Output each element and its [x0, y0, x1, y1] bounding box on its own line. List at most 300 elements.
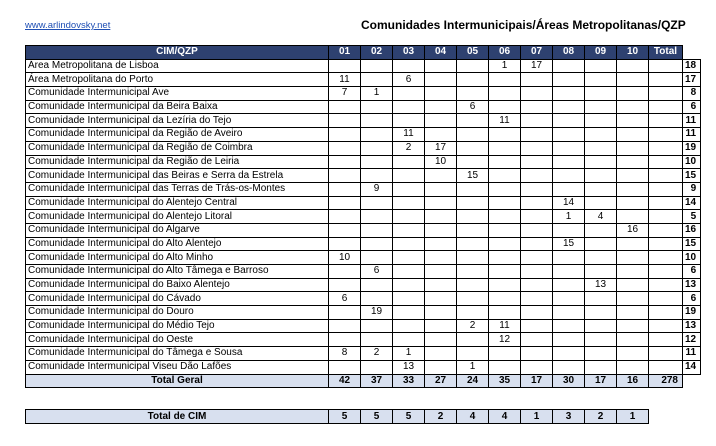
row-cell [617, 196, 649, 210]
row-cell [553, 347, 585, 361]
table-row [26, 141, 701, 155]
row-total: 11 [683, 128, 701, 142]
row-name: Comunidade Intermunicipal do Tâmega e Sousa [26, 347, 329, 361]
row-cell [553, 306, 585, 320]
row-name: Comunidade Intermunicipal Viseu Dão Lafões [26, 360, 329, 374]
grand-total-cell: 42 [329, 374, 361, 388]
row-name: Comunidade Intermunicipal da Lezíria do Tejo [26, 114, 329, 128]
row-cell [329, 114, 361, 128]
row-cell [553, 223, 585, 237]
cim-total-table [25, 409, 683, 424]
row-total: 12 [683, 333, 701, 347]
table-row [26, 319, 701, 333]
row-cell [617, 347, 649, 361]
row-cell [617, 265, 649, 279]
row-cell: 7 [329, 87, 361, 101]
row-name: Área Metropolitana de Lisboa [26, 59, 329, 73]
row-cell [649, 87, 683, 101]
row-cell [425, 182, 457, 196]
row-cell: 17 [521, 59, 553, 73]
grand-total-cell: 17 [585, 374, 617, 388]
row-name: Comunidade Intermunicipal da Região de Leiria [26, 155, 329, 169]
row-cell [329, 128, 361, 142]
row-cell [329, 223, 361, 237]
row-cell [617, 360, 649, 374]
row-cell [489, 182, 521, 196]
row-cell [585, 87, 617, 101]
row-cell [393, 59, 425, 73]
row-cell: 10 [425, 155, 457, 169]
row-cell: 9 [361, 182, 393, 196]
row-cell [425, 278, 457, 292]
column-header: 08 [553, 46, 585, 60]
row-name: Comunidade Intermunicipal do Alentejo Central [26, 196, 329, 210]
table-row [26, 73, 701, 87]
row-cell [553, 141, 585, 155]
row-name: Comunidade Intermunicipal das Terras de Trás-os-Montes [26, 182, 329, 196]
row-cell: 16 [617, 223, 649, 237]
row-cell [649, 100, 683, 114]
row-cell [457, 237, 489, 251]
row-cell [521, 251, 553, 265]
row-cell [489, 87, 521, 101]
row-cell [489, 141, 521, 155]
row-cell [361, 292, 393, 306]
row-cell [393, 223, 425, 237]
row-cell [457, 278, 489, 292]
row-cell [361, 251, 393, 265]
row-total: 10 [683, 155, 701, 169]
site-link[interactable]: www.arlindovsky.net [25, 20, 111, 31]
row-cell: 6 [393, 73, 425, 87]
row-cell [489, 169, 521, 183]
column-header: 10 [617, 46, 649, 60]
row-cell [521, 306, 553, 320]
row-cell: 6 [329, 292, 361, 306]
row-name: Comunidade Intermunicipal do Baixo Alentejo [26, 278, 329, 292]
row-cell [521, 182, 553, 196]
row-cell: 2 [393, 141, 425, 155]
row-cell [649, 210, 683, 224]
row-cell [521, 155, 553, 169]
row-cell [489, 347, 521, 361]
row-cell [329, 237, 361, 251]
row-cell [617, 169, 649, 183]
row-cell [361, 100, 393, 114]
row-cell [489, 265, 521, 279]
table-row [26, 278, 701, 292]
table-row [26, 251, 701, 265]
row-cell [329, 333, 361, 347]
row-total: 14 [683, 360, 701, 374]
table-row [26, 100, 701, 114]
column-header: 02 [361, 46, 393, 60]
row-cell [649, 223, 683, 237]
row-cell [457, 196, 489, 210]
row-cell [393, 169, 425, 183]
row-cell: 2 [361, 347, 393, 361]
row-cell [393, 278, 425, 292]
table-row [26, 347, 701, 361]
row-cell [585, 292, 617, 306]
row-cell [553, 319, 585, 333]
row-cell [521, 265, 553, 279]
row-cell [617, 73, 649, 87]
row-cell [617, 141, 649, 155]
row-cell [585, 251, 617, 265]
row-cell [617, 114, 649, 128]
row-cell [617, 278, 649, 292]
row-total: 11 [683, 114, 701, 128]
row-total: 18 [683, 59, 701, 73]
row-cell [361, 319, 393, 333]
row-total: 11 [683, 347, 701, 361]
row-cell [585, 128, 617, 142]
row-cell [457, 333, 489, 347]
row-cell [617, 237, 649, 251]
row-cell [649, 292, 683, 306]
row-name: Comunidade Intermunicipal da Região de Aveiro [26, 128, 329, 142]
grand-total-cell: 37 [361, 374, 393, 388]
row-total: 8 [683, 87, 701, 101]
row-cell [649, 251, 683, 265]
row-cell [457, 141, 489, 155]
row-cell [361, 155, 393, 169]
row-cell [393, 210, 425, 224]
row-cell [649, 114, 683, 128]
grand-total-row [26, 374, 701, 388]
row-cell [329, 360, 361, 374]
row-cell [617, 87, 649, 101]
grand-total-value: 278 [649, 374, 683, 388]
cim-total-cell: 3 [553, 410, 585, 424]
row-cell [489, 155, 521, 169]
row-cell [457, 114, 489, 128]
row-cell [425, 87, 457, 101]
row-name: Comunidade Intermunicipal do Alto Alentejo [26, 237, 329, 251]
row-cell: 11 [393, 128, 425, 142]
cim-total-cell: 4 [489, 410, 521, 424]
row-cell [585, 223, 617, 237]
row-cell [329, 59, 361, 73]
row-total: 19 [683, 306, 701, 320]
row-name: Área Metropolitana do Porto [26, 73, 329, 87]
row-total: 6 [683, 100, 701, 114]
row-cell [617, 251, 649, 265]
row-cell [425, 223, 457, 237]
grand-total-cell: 35 [489, 374, 521, 388]
row-cell [585, 155, 617, 169]
row-total: 5 [683, 210, 701, 224]
grand-total-cell: 27 [425, 374, 457, 388]
row-cell [553, 251, 585, 265]
row-cell [393, 265, 425, 279]
row-cell: 14 [553, 196, 585, 210]
table-row [26, 292, 701, 306]
row-name: Comunidade Intermunicipal da Beira Baixa [26, 100, 329, 114]
row-cell [361, 237, 393, 251]
row-cell [649, 196, 683, 210]
row-cell [521, 169, 553, 183]
row-cell [521, 210, 553, 224]
table-row [26, 237, 701, 251]
row-total: 13 [683, 278, 701, 292]
row-cell: 1 [393, 347, 425, 361]
row-cell [553, 100, 585, 114]
row-cell [489, 306, 521, 320]
row-cell [617, 182, 649, 196]
row-cell [425, 210, 457, 224]
row-cell [425, 59, 457, 73]
row-cell [457, 306, 489, 320]
row-cell [649, 73, 683, 87]
row-cell [361, 114, 393, 128]
row-cell: 11 [489, 319, 521, 333]
row-cell [553, 128, 585, 142]
row-cell [585, 360, 617, 374]
row-cell [617, 128, 649, 142]
row-cell [425, 114, 457, 128]
row-cell: 10 [329, 251, 361, 265]
row-cell [329, 155, 361, 169]
row-cell [553, 333, 585, 347]
cim-total-cell: 4 [457, 410, 489, 424]
grand-total-cell: 16 [617, 374, 649, 388]
table-row [26, 155, 701, 169]
row-cell: 13 [585, 278, 617, 292]
row-name: Comunidade Intermunicipal do Médio Tejo [26, 319, 329, 333]
row-cell [393, 292, 425, 306]
row-name: Comunidade Intermunicipal do Cávado [26, 292, 329, 306]
row-cell [521, 278, 553, 292]
row-cell [329, 100, 361, 114]
row-cell [457, 59, 489, 73]
row-cell [489, 210, 521, 224]
row-cell [649, 265, 683, 279]
row-cell: 6 [457, 100, 489, 114]
row-cell [489, 73, 521, 87]
cim-total-row [26, 410, 683, 424]
row-cell [329, 319, 361, 333]
row-cell: 2 [457, 319, 489, 333]
table-row [26, 210, 701, 224]
row-cell [617, 333, 649, 347]
cim-total-cell: 1 [617, 410, 649, 424]
row-cell [329, 210, 361, 224]
row-cell [425, 292, 457, 306]
row-cell [361, 210, 393, 224]
row-cell: 1 [489, 59, 521, 73]
row-cell [393, 333, 425, 347]
row-cell [425, 251, 457, 265]
row-cell [521, 87, 553, 101]
row-name: Comunidade Intermunicipal do Oeste [26, 333, 329, 347]
row-cell [553, 73, 585, 87]
row-cell [425, 196, 457, 210]
column-header: 03 [393, 46, 425, 60]
row-cell [393, 306, 425, 320]
row-cell [489, 251, 521, 265]
table-row [26, 59, 701, 73]
cim-total-cell: 5 [329, 410, 361, 424]
row-cell [393, 182, 425, 196]
row-total: 13 [683, 319, 701, 333]
table-row [26, 196, 701, 210]
table-row [26, 333, 701, 347]
table-row [26, 223, 701, 237]
row-cell [649, 128, 683, 142]
row-cell: 13 [393, 360, 425, 374]
row-total: 17 [683, 73, 701, 87]
row-cell [425, 319, 457, 333]
row-cell [553, 114, 585, 128]
column-header: 06 [489, 46, 521, 60]
row-cell [521, 360, 553, 374]
grand-total-cell: 33 [393, 374, 425, 388]
row-cell [489, 237, 521, 251]
row-cell [425, 237, 457, 251]
row-cell [553, 169, 585, 183]
row-cell [457, 292, 489, 306]
row-cell [425, 306, 457, 320]
row-cell [585, 306, 617, 320]
row-cell [617, 306, 649, 320]
row-cell [329, 278, 361, 292]
row-cell [649, 360, 683, 374]
table-row [26, 306, 701, 320]
row-cell [617, 155, 649, 169]
grand-total-label: Total Geral [26, 374, 329, 388]
column-header: 05 [457, 46, 489, 60]
row-cell [425, 360, 457, 374]
row-cell [361, 360, 393, 374]
row-cell [521, 196, 553, 210]
row-cell [361, 73, 393, 87]
cim-total-cell: 2 [425, 410, 457, 424]
row-cell [361, 333, 393, 347]
row-cell [521, 223, 553, 237]
row-cell [649, 59, 683, 73]
row-cell [553, 292, 585, 306]
row-cell [617, 292, 649, 306]
cim-total-cell: 1 [521, 410, 553, 424]
row-cell [393, 87, 425, 101]
row-cell [425, 347, 457, 361]
row-cell [649, 347, 683, 361]
table-row [26, 182, 701, 196]
column-header: 04 [425, 46, 457, 60]
row-cell: 1 [457, 360, 489, 374]
row-cell [585, 59, 617, 73]
row-cell [553, 59, 585, 73]
cim-total-cell: 5 [361, 410, 393, 424]
row-cell [393, 251, 425, 265]
row-name: Comunidade Intermunicipal Ave [26, 87, 329, 101]
row-cell [329, 196, 361, 210]
row-cell [393, 114, 425, 128]
row-cell: 8 [329, 347, 361, 361]
row-cell [585, 265, 617, 279]
row-cell: 1 [361, 87, 393, 101]
row-cell [553, 360, 585, 374]
row-cell [457, 265, 489, 279]
cim-qzp-table [25, 45, 701, 388]
row-total: 6 [683, 292, 701, 306]
cim-total-gap [649, 410, 683, 424]
row-cell [361, 141, 393, 155]
row-cell [457, 223, 489, 237]
row-cell [329, 265, 361, 279]
row-cell [585, 237, 617, 251]
table-row [26, 87, 701, 101]
row-cell [393, 237, 425, 251]
row-cell [329, 182, 361, 196]
row-cell [521, 333, 553, 347]
row-cell: 17 [425, 141, 457, 155]
row-cell [617, 59, 649, 73]
row-cell [521, 292, 553, 306]
column-header: 01 [329, 46, 361, 60]
row-cell [361, 223, 393, 237]
grand-total-cell: 17 [521, 374, 553, 388]
row-name: Comunidade Intermunicipal do Alto Minho [26, 251, 329, 265]
row-cell: 15 [457, 169, 489, 183]
row-cell [553, 182, 585, 196]
row-cell [649, 333, 683, 347]
table-row [26, 128, 701, 142]
grand-total-cell: 24 [457, 374, 489, 388]
row-cell [425, 333, 457, 347]
row-cell: 11 [329, 73, 361, 87]
row-cell [585, 319, 617, 333]
row-cell [425, 169, 457, 183]
row-cell [585, 182, 617, 196]
row-cell [521, 100, 553, 114]
row-cell [585, 333, 617, 347]
row-cell [457, 347, 489, 361]
row-cell [457, 73, 489, 87]
row-cell [585, 196, 617, 210]
row-cell [425, 100, 457, 114]
table-row [26, 169, 701, 183]
cim-total-cell: 2 [585, 410, 617, 424]
row-cell [489, 278, 521, 292]
row-cell [553, 278, 585, 292]
row-cell [521, 73, 553, 87]
table-row [26, 114, 701, 128]
row-total: 10 [683, 251, 701, 265]
row-total: 14 [683, 196, 701, 210]
row-total: 9 [683, 182, 701, 196]
row-cell: 19 [361, 306, 393, 320]
row-cell: 1 [553, 210, 585, 224]
row-cell [649, 237, 683, 251]
row-cell [489, 100, 521, 114]
row-cell [329, 306, 361, 320]
row-cell: 12 [489, 333, 521, 347]
row-cell [585, 100, 617, 114]
row-total: 6 [683, 265, 701, 279]
row-cell [457, 251, 489, 265]
row-cell [393, 196, 425, 210]
row-cell [521, 114, 553, 128]
row-cell [617, 319, 649, 333]
table-row [26, 360, 701, 374]
row-cell [521, 319, 553, 333]
row-cell [425, 73, 457, 87]
row-total: 16 [683, 223, 701, 237]
column-header: Total [649, 46, 683, 60]
